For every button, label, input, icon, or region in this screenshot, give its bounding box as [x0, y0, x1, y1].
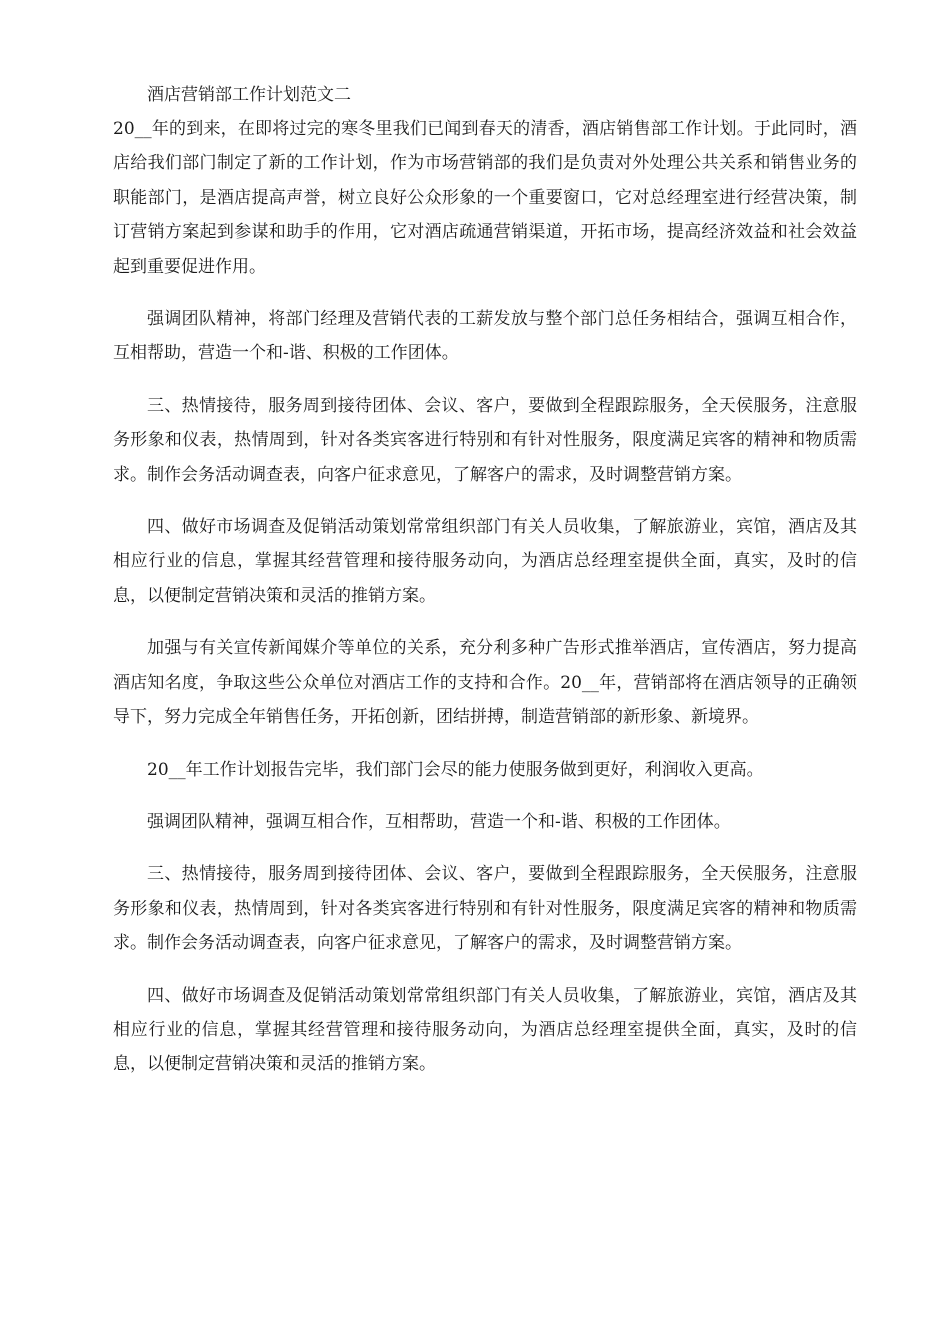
paragraph-market-research-2: 四、做好市场调查及促销活动策划常常组织部门有关人员收集，了解旅游业，宾馆，酒店及其相应行业的信息，掌握其经营管理和接待服务动向，为酒店总经理室提供全面，真实，及时的信息，以便制定营销决策和灵活的推销方案。 — [113, 985, 857, 1075]
paragraph-report-end: 20__年工作计划报告完毕，我们部门会尽的能力使服务做到更好，利润收入更高。 — [147, 759, 764, 780]
paragraph-team-spirit-2: 强调团队精神，强调互相合作，互相帮助，营造一个和-谐、积极的工作团体。 — [147, 811, 731, 832]
paragraph-media-relations: 加强与有关宣传新闻媒介等单位的关系，充分利多种广告形式推举酒店，宣传酒店，努力提高酒店知名度，争取这些公众单位对酒店工作的支持和合作。20__年，营销部将在酒店领导的正确领导下，努力完成全年销售任务，开拓创新，团结拼搏，制造营销部的新形象、新境界。 — [113, 638, 857, 728]
paragraph-reception-2: 三、热情接待，服务周到接待团体、会议、客户，要做到全程跟踪服务，全天侯服务，注意服务形象和仪表，热情周到，针对各类宾客进行特别和有针对性服务，限度满足宾客的精神和物质需求。制作会务活动调查表，向客户征求意见，了解客户的需求，及时调整营销方案。 — [113, 864, 857, 954]
document-body — [113, 78, 857, 1082]
paragraph-team-spirit: 强调团队精神，将部门经理及营销代表的工薪发放与整个部门总任务相结合，强调互相合作，互相帮助，营造一个和-谐、积极的工作团体。 — [113, 309, 857, 364]
document-title: 酒店营销部工作计划范文二 — [147, 85, 351, 105]
paragraph-market-research: 四、做好市场调查及促销活动策划常常组织部门有关人员收集，了解旅游业，宾馆，酒店及其相应行业的信息，掌握其经营管理和接待服务动向，为酒店总经理室提供全面，真实，及时的信息，以便制定营销决策和灵活的推销方案。 — [113, 517, 857, 606]
paragraph-reception: 三、热情接待，服务周到接待团体、会议、客户，要做到全程跟踪服务，全天侯服务，注意服务形象和仪表，热情周到，针对各类宾客进行特别和有针对性服务，限度满足宾客的精神和物质需求。制作会务活动调查表，向客户征求意见，了解客户的需求，及时调整营销方案。 — [113, 395, 857, 485]
paragraph-intro: 20__年的到来，在即将过完的寒冬里我们已闻到春天的清香，酒店销售部工作计划。于此同时，酒店给我们部门制定了新的工作计划，作为市场营销部的我们是负责对外处理公共关系和销售业务的职能部门，是酒店提高声誉，树立良好公众形象的一个重要窗口，它对总经理室进行经营决策，制订营销方案起到参谋和助手的作用，它对酒店疏通营销渠道，开拓市场，提高经济效益和社会效益起到重要促进作用。 — [113, 119, 857, 277]
